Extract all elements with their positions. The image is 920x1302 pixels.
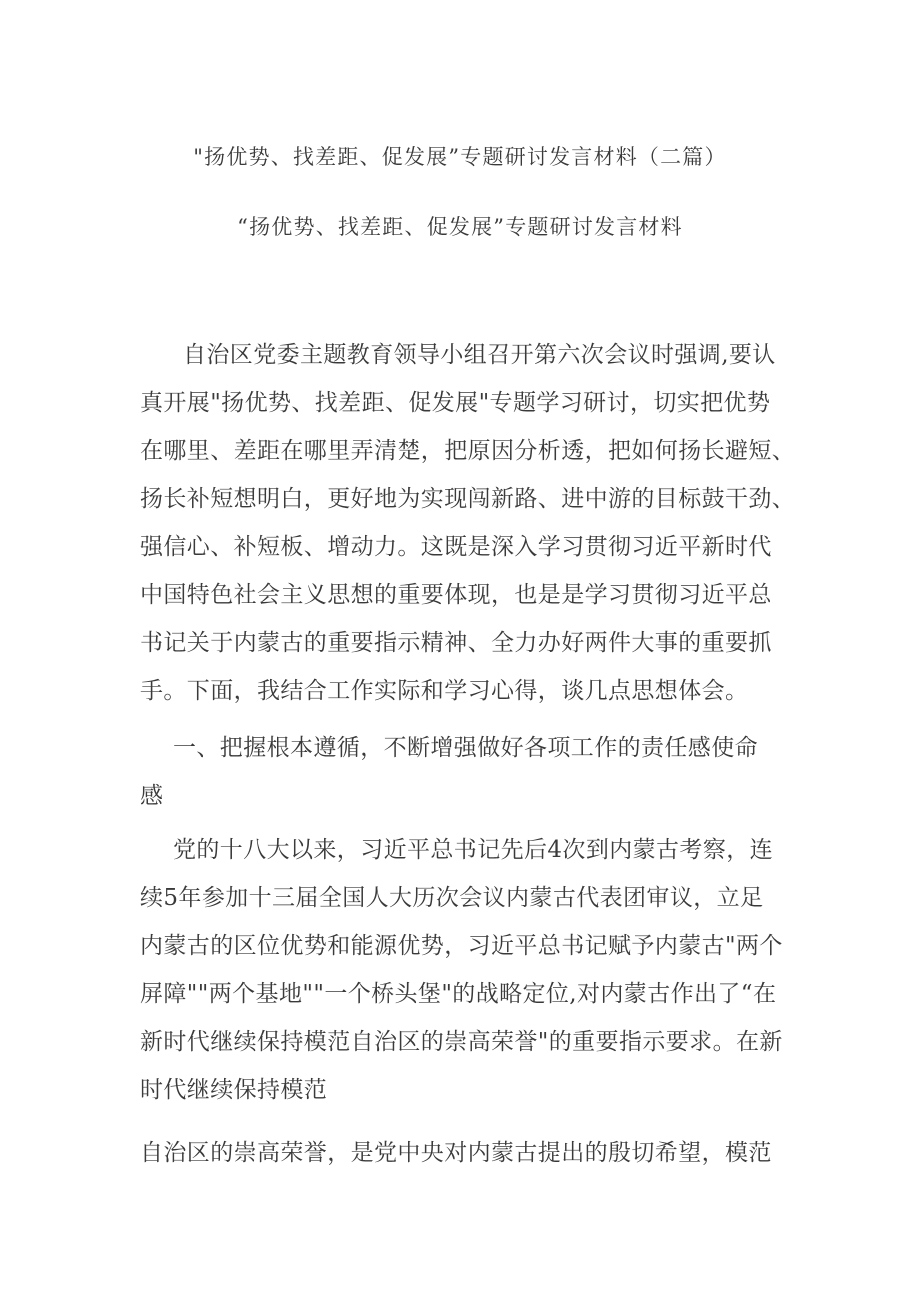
paragraph-line: 续5年参加十三届全国人大历次会议内蒙古代表团审议，立足: [140, 885, 764, 911]
paragraph-line: 强信心、补短板、增动力。这既是深入学习贯彻习近平新时代: [140, 534, 772, 560]
heading-line: 一、把握根本遵循，不断增强做好各项工作的责任感使命: [173, 735, 758, 761]
paragraph-line: 屏障""两个基地""一个桥头堡"的战略定位,对内蒙古作出了“在: [140, 981, 777, 1007]
paragraph-line: 内蒙古的区位优势和能源优势，习近平总书记赋予内蒙古"两个: [140, 933, 783, 959]
paragraph-line: 真开展"扬优势、找差距、促发展"专题学习研讨，切实把优势: [140, 390, 771, 416]
paragraph-line: 书记关于内蒙古的重要指示精神、全力办好两件大事的重要抓: [140, 630, 772, 656]
heading-line: 感: [140, 783, 164, 809]
paragraph-line: 手。下面，我结合工作实际和学习心得，谈几点思想体会。: [140, 678, 749, 704]
paragraph-line: 自治区党委主题教育领导小组召开第六次会议时强调,要认: [183, 342, 776, 368]
paragraph-line: 自治区的崇高荣誉，是党中央对内蒙古提出的殷切希望，模范: [140, 1140, 772, 1166]
paragraph-line: 时代继续保持模范: [140, 1077, 328, 1103]
paragraph-line: 在哪里、差距在哪里弄清楚，把原因分析透，把如何扬长避短、: [140, 438, 796, 464]
paragraph-line: 新时代继续保持模范自治区的崇高荣誉"的重要指示要求。在新: [140, 1029, 783, 1055]
paragraph-line: 党的十八大以来，习近平总书记先后4次到内蒙古考察，连: [173, 837, 774, 863]
paragraph-line: 扬长补短想明白，更好地为实现闯新路、进中游的目标鼓干劲、: [140, 486, 796, 512]
document-subtitle: “扬优势、找差距、促发展”专题研讨发言材料: [237, 215, 683, 239]
document-title: "扬优势、找差距、促发展”专题研讨发言材料（二篇）: [193, 145, 727, 169]
paragraph-line: 中国特色社会主义思想的重要体现，也是是学习贯彻习近平总: [140, 582, 772, 608]
